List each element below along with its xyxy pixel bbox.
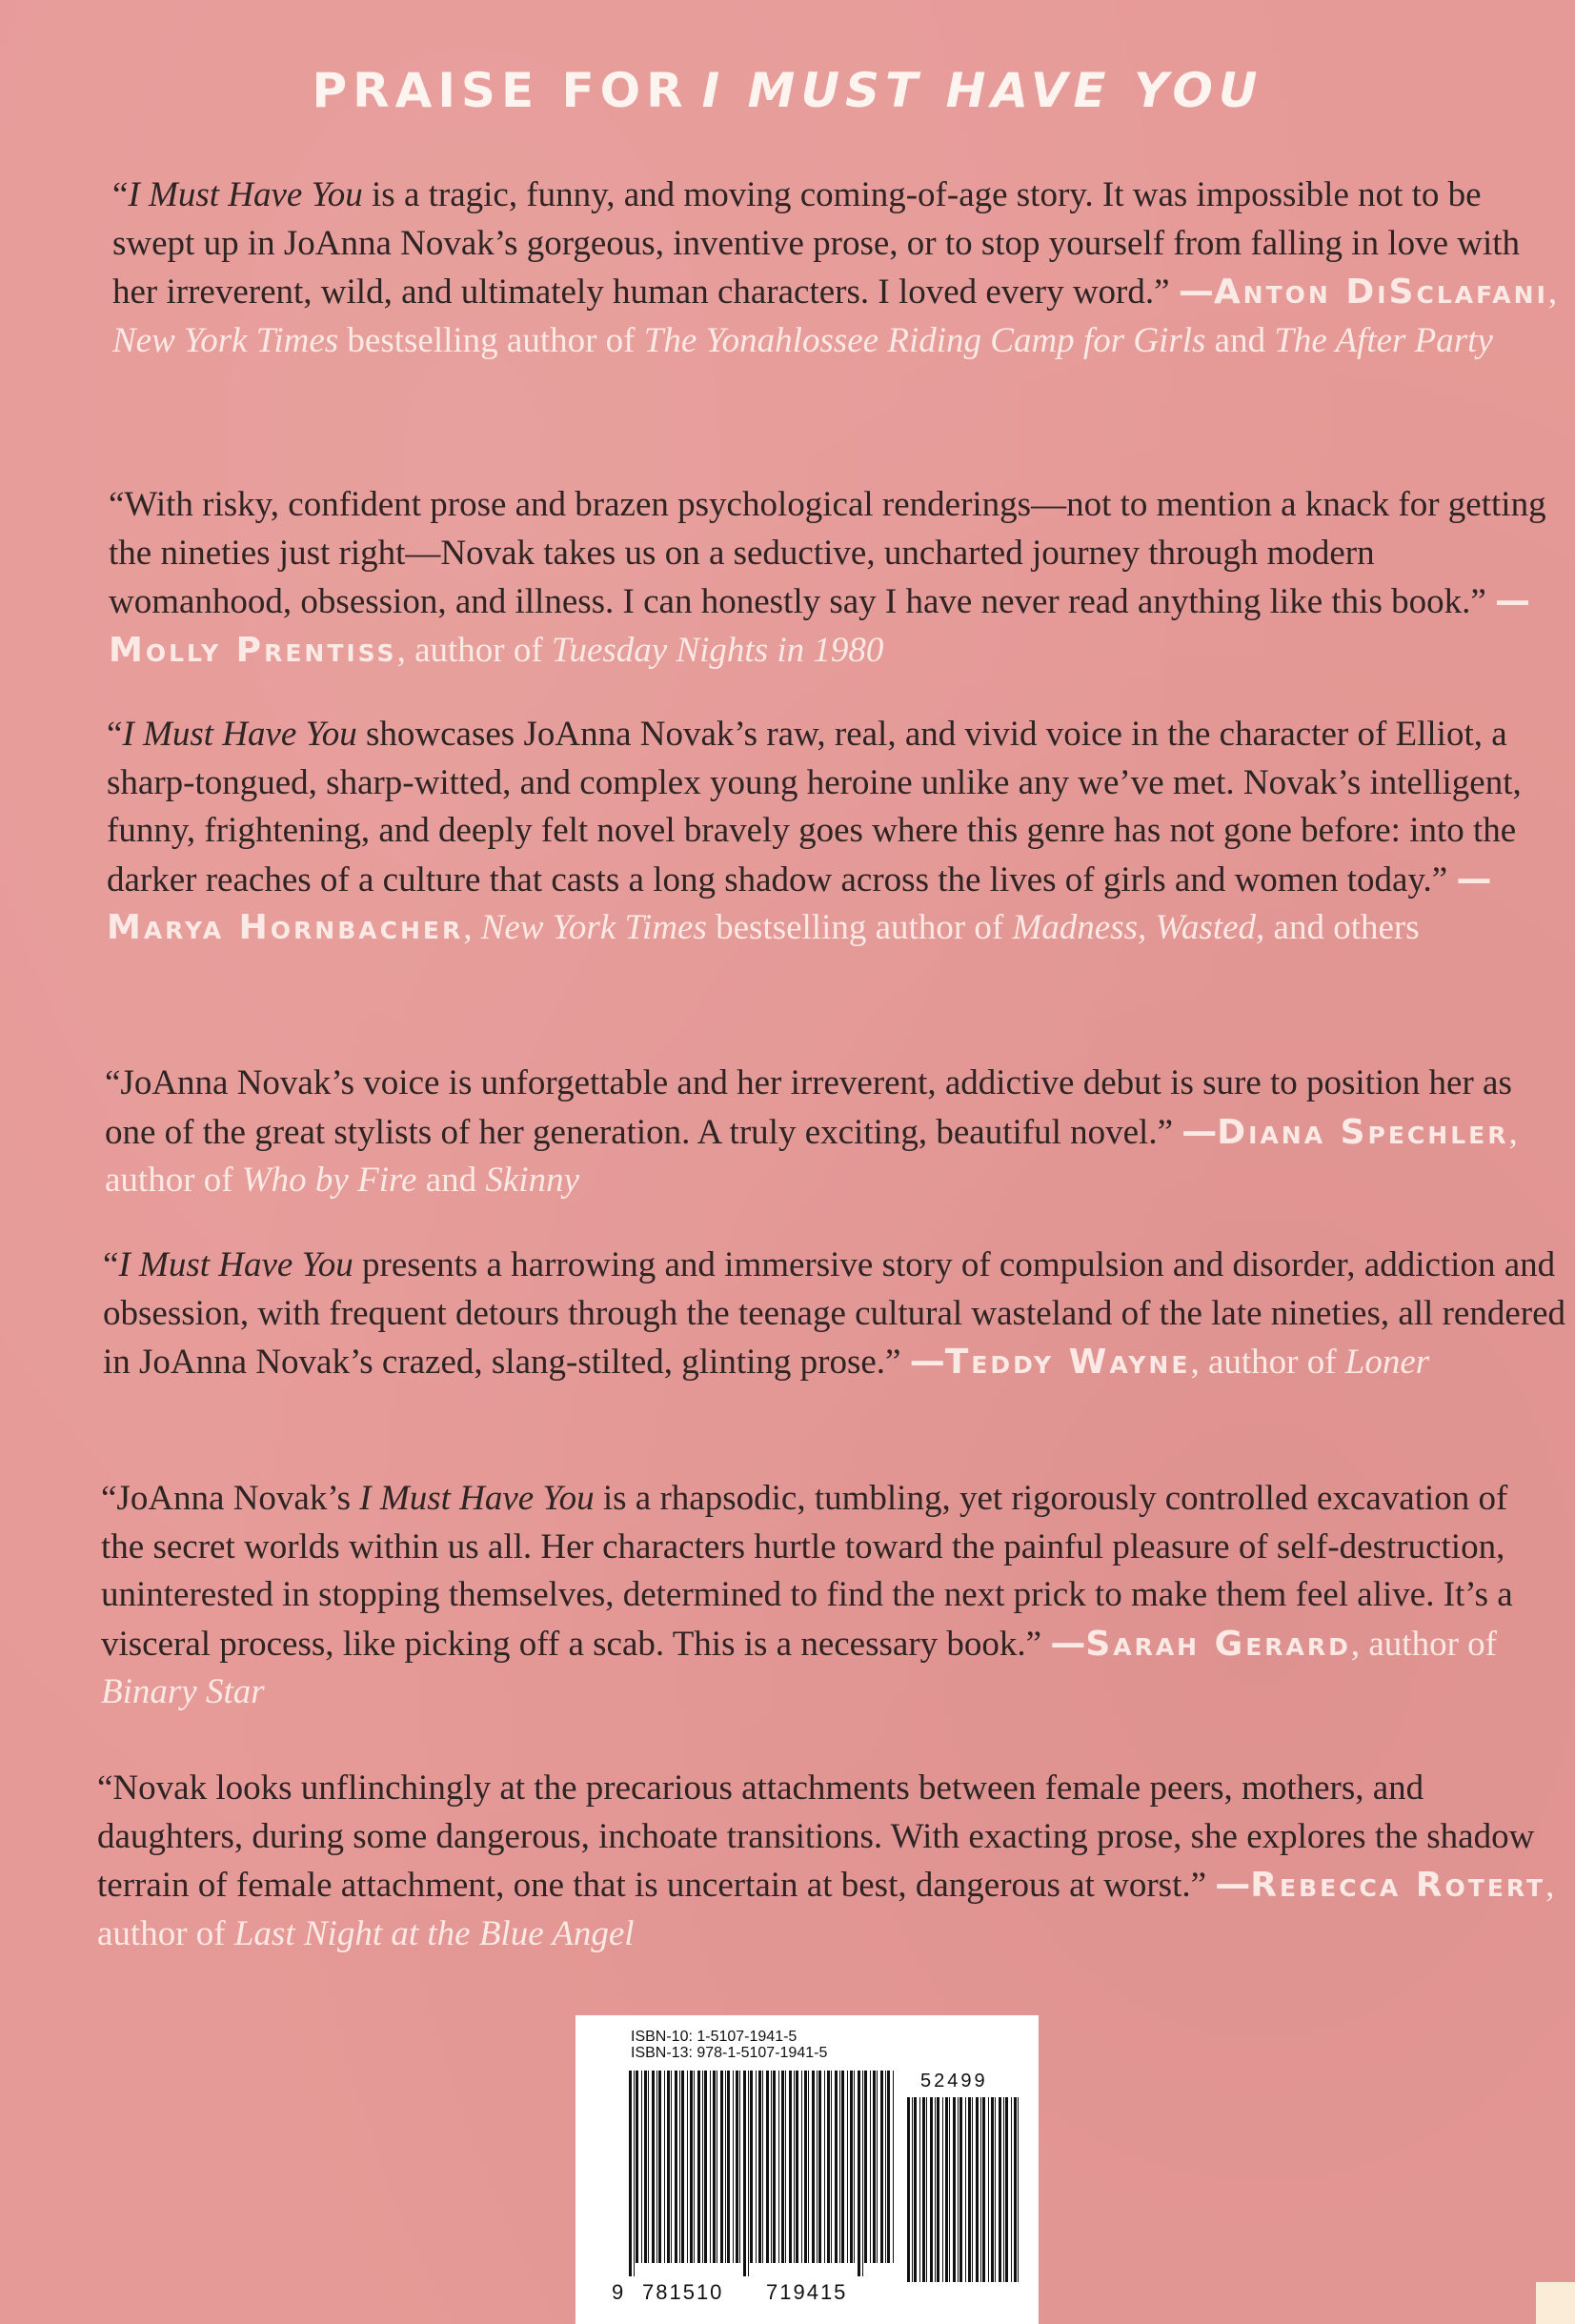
reviewer-role-rest: bestselling author of xyxy=(338,320,644,360)
barcode-bar xyxy=(679,2071,680,2263)
barcode-bar xyxy=(644,2071,647,2263)
quote-open: “ xyxy=(103,1245,119,1284)
page-corner xyxy=(1536,2282,1575,2324)
quote-text: presents a harrowing and immersive story of compulsion and disorder, addiction and obsession, with frequent detours through the teenage cultural wasteland of the late nineties, all rendered in JoAnna Novak’s crazed, slang-stilted, glinting prose.” xyxy=(103,1245,1565,1382)
barcode-bar xyxy=(877,2071,878,2263)
praise-heading xyxy=(0,63,1575,118)
reviewer-work: Madness, Wasted, xyxy=(1012,908,1265,947)
barcode-bar xyxy=(681,2071,684,2263)
barcode-bar xyxy=(839,2071,840,2263)
barcode-bar xyxy=(704,2071,707,2263)
barcode-bar xyxy=(968,2097,971,2282)
barcode-bar xyxy=(841,2071,844,2263)
barcode-bar xyxy=(1018,2097,1019,2282)
praise-blurb xyxy=(109,481,1557,675)
barcode-bar xyxy=(1011,2097,1012,2282)
barcode-bar xyxy=(893,2071,894,2263)
barcode-bar xyxy=(652,2071,655,2263)
reviewer-and: and xyxy=(1205,320,1275,360)
attribution-dash: — xyxy=(1215,1864,1251,1905)
reviewer-work-2: Skinny xyxy=(485,1161,579,1200)
barcode-bar xyxy=(648,2071,649,2263)
barcode-bar xyxy=(710,2071,711,2263)
barcode-bar xyxy=(667,2071,670,2263)
praise-blurb xyxy=(105,1060,1553,1205)
barcode-bar xyxy=(818,2071,821,2263)
barcode-bar xyxy=(850,2071,853,2263)
reviewer-name: Anton DiSclafani xyxy=(1213,273,1548,312)
attribution-dash: — xyxy=(1181,1110,1218,1152)
barcode-bar xyxy=(713,2071,716,2263)
barcode-bar xyxy=(991,2097,994,2282)
heading-book-title: I MUST HAVE YOU xyxy=(701,63,1263,118)
isbn-barcode xyxy=(575,2015,1039,2324)
barcode-bar xyxy=(690,2071,693,2263)
barcode-bar xyxy=(748,2071,749,2276)
reviewer-role-rest: bestselling author of xyxy=(706,908,1013,947)
barcode-bar xyxy=(812,2071,815,2263)
barcode-bar xyxy=(675,2071,677,2263)
praise-blurb xyxy=(97,1765,1569,1958)
barcode-bar xyxy=(636,2071,638,2263)
quote-open: “JoAnna Novak’s xyxy=(101,1479,360,1518)
barcode-digits-group-1: 781510 xyxy=(642,2280,724,2304)
quote-text: “With risky, confident prose and brazen psychological renderings—not to mention a knack for getting the nineties just right—Novak takes us on a seductive, uncharted journey through modern womanhood, obsession, and illness. I can honestly say I have never read anything like this book.” xyxy=(109,485,1546,621)
reviewer-name: Molly Prentiss xyxy=(109,630,397,670)
barcode-bar xyxy=(862,2071,863,2276)
quote-text: is a rhapsodic, tumbling, yet rigorously controlled excavation of the secret worlds within us all. Her characters hurtle toward the painful pleasure of self-destruction, uninterested in stopping themselves, determined to find the next prick to make them feel alive. It’s a visceral process, like picking off a scab. This is a necessary book.” xyxy=(101,1479,1513,1664)
quote-text: “Novak looks unflinchingly at the precarious attachments between female peers, mothers, and daughters, during some dangerous, inchoate transitions. With exacting prose, she explores the shadow terrain of female attachment, one that is uncertain at best, dangerous at worst.” xyxy=(97,1768,1535,1905)
price-barcode-bars xyxy=(907,2097,1023,2295)
reviewer-work: Tuesday Nights in 1980 xyxy=(551,630,884,670)
barcode-bar xyxy=(965,2097,966,2282)
attribution xyxy=(910,1343,1430,1382)
quote-book-title: I Must Have You xyxy=(128,175,363,214)
reviewer-and: and others xyxy=(1264,908,1420,947)
barcode-bar xyxy=(835,2071,838,2263)
barcode-bar xyxy=(907,2097,910,2282)
barcode-bar xyxy=(656,2071,657,2263)
barcode-bar xyxy=(766,2071,769,2263)
barcode-bar xyxy=(762,2071,763,2263)
barcode-bar xyxy=(664,2071,665,2263)
reviewer-role-italic: New York Times xyxy=(112,320,339,360)
reviewer-role: , xyxy=(1547,273,1558,312)
barcode-bar xyxy=(658,2071,661,2263)
praise-blurb xyxy=(112,172,1570,365)
reviewer-role: , author of xyxy=(1190,1343,1345,1382)
barcode-bar xyxy=(880,2071,883,2263)
reviewer-work: Binary Star xyxy=(101,1672,265,1711)
barcode-bar xyxy=(702,2071,703,2263)
isbn-13: ISBN-13: 978-1-5107-1941-5 xyxy=(631,2045,828,2061)
barcode-bar xyxy=(634,2071,635,2276)
barcode-bar xyxy=(758,2071,761,2263)
barcode-digits-group-2: 719415 xyxy=(766,2280,848,2304)
barcode-bar xyxy=(958,2097,959,2282)
barcode-bar xyxy=(935,2097,936,2282)
isbn-10: ISBN-10: 1-5107-1941-5 xyxy=(631,2029,798,2045)
reviewer-role: , author of xyxy=(97,1866,1555,1953)
barcode-bar xyxy=(858,2071,860,2276)
reviewer-name: Marya Hornbacher xyxy=(107,908,464,947)
barcode-bar xyxy=(937,2097,939,2282)
attribution-dash: — xyxy=(909,1341,945,1382)
quote-book-title: I Must Have You xyxy=(122,715,357,754)
barcode-bar xyxy=(671,2071,672,2263)
barcode-bar xyxy=(912,2097,913,2282)
quote-text: is a tragic, funny, and moving coming-of-age story. It was impossible not to be swept up in JoAnna Novak’s gorgeous, inventive prose, or to stop yourself from falling in love with her irreverent, wild, and ultimately human characters. I loved every word.” xyxy=(112,175,1521,312)
attribution-dash: — xyxy=(1495,580,1531,621)
barcode-bar xyxy=(824,2071,825,2263)
quote-book-title: I Must Have You xyxy=(359,1479,595,1518)
barcode-bar xyxy=(697,2071,700,2263)
barcode-bar xyxy=(945,2097,948,2282)
quote-open: “ xyxy=(112,175,129,214)
quote-book-title: I Must Have You xyxy=(118,1245,353,1284)
heading-prefix: PRAISE FOR xyxy=(312,63,689,118)
quote-text: showcases JoAnna Novak’s raw, real, and vivid voice in the character of Elliot, a sharp-tongued, sharp-witted, and complex young heroine unlike any we’ve met. Novak’s intelligent, funny, frightening, and deeply felt novel bravely goes where this genre has not gone before: into the darker reaches of a culture that casts a long shadow across the lives of girls and women today.” xyxy=(107,715,1522,899)
barcode-bar xyxy=(1005,2097,1008,2282)
reviewer-work: Who by Fire xyxy=(241,1161,417,1200)
barcode-bar xyxy=(781,2071,784,2263)
reviewer-and: and xyxy=(416,1161,486,1200)
praise-blurb xyxy=(107,711,1569,953)
attribution-dash: — xyxy=(1050,1622,1086,1664)
reviewer-role: , xyxy=(463,908,481,947)
barcode-bar xyxy=(922,2097,925,2282)
barcode-bar xyxy=(785,2071,786,2263)
attribution-dash: — xyxy=(1178,271,1214,312)
quote-text: “JoAnna Novak’s voice is unforgettable and her irreverent, addictive debut is sure to position her as one of the great stylists of her generation. A truly exciting, beautiful novel.” xyxy=(105,1063,1512,1152)
barcode-bar xyxy=(988,2097,989,2282)
barcode-bar xyxy=(1003,2097,1004,2282)
praise-blurb xyxy=(101,1475,1549,1717)
barcode-bar xyxy=(854,2071,855,2263)
praise-blurb xyxy=(103,1242,1565,1387)
reviewer-name: Rebecca Rotert xyxy=(1250,1866,1546,1905)
barcode-bar xyxy=(804,2071,807,2263)
barcode-bar xyxy=(743,2071,746,2276)
barcode-bar xyxy=(817,2071,818,2263)
barcode-bar xyxy=(694,2071,695,2263)
barcode-bar xyxy=(959,2097,962,2282)
quote-open: “ xyxy=(107,715,123,754)
barcode-bar xyxy=(982,2097,985,2282)
barcode-bar xyxy=(873,2071,876,2263)
reviewer-name: Teddy Wayne xyxy=(944,1343,1191,1382)
barcode-bar xyxy=(887,2071,890,2263)
barcode-bar xyxy=(773,2071,776,2263)
barcode-bar xyxy=(733,2071,734,2263)
barcode-bar xyxy=(796,2071,798,2263)
barcode-bar xyxy=(739,2071,740,2263)
reviewer-role-italic: New York Times xyxy=(480,908,707,947)
barcode-bar xyxy=(976,2097,979,2282)
barcode-bar xyxy=(808,2071,809,2263)
barcode-bar xyxy=(847,2071,848,2263)
barcode-bar xyxy=(999,2097,1001,2282)
barcode-bar xyxy=(919,2097,920,2282)
barcode-bar xyxy=(756,2071,757,2263)
barcode-bar xyxy=(801,2071,802,2263)
barcode-bar xyxy=(827,2071,830,2263)
barcode-bar xyxy=(930,2097,933,2282)
price-code: 52499 xyxy=(920,2071,988,2092)
reviewer-work: Loner xyxy=(1344,1343,1430,1382)
barcode-bar xyxy=(870,2071,871,2263)
reviewer-role: , author of xyxy=(1350,1624,1497,1664)
barcode-bar xyxy=(750,2071,753,2263)
barcode-bar xyxy=(629,2071,632,2276)
barcode-bar xyxy=(953,2097,956,2282)
reviewer-name: Sarah Gerard xyxy=(1085,1624,1351,1664)
barcode-bar xyxy=(972,2097,973,2282)
barcode-bar xyxy=(641,2071,642,2263)
barcode-bar xyxy=(687,2071,688,2263)
barcode-bar xyxy=(926,2097,927,2282)
reviewer-role: , author of xyxy=(396,630,552,670)
barcode-bar xyxy=(914,2097,917,2282)
reviewer-work-2: The After Party xyxy=(1274,320,1493,360)
barcode-bar xyxy=(727,2071,730,2263)
barcode-bar xyxy=(942,2097,943,2282)
barcode-bar xyxy=(1014,2097,1017,2282)
reviewer-role: , author of xyxy=(105,1112,1518,1200)
barcode-bar xyxy=(885,2071,886,2263)
barcode-bar xyxy=(771,2071,772,2263)
barcode-bar xyxy=(949,2097,950,2282)
ean-barcode-bars xyxy=(629,2071,898,2276)
barcode-bar xyxy=(736,2071,738,2263)
barcode-bar xyxy=(831,2071,832,2263)
barcode-bar xyxy=(789,2071,792,2263)
reviewer-work: Last Night at the Blue Angel xyxy=(233,1913,635,1953)
barcode-bar xyxy=(720,2071,723,2263)
barcode-bar xyxy=(725,2071,726,2263)
attribution-dash: — xyxy=(1456,858,1492,899)
barcode-bar xyxy=(794,2071,795,2263)
barcode-digit-first: 9 xyxy=(612,2280,626,2304)
barcode-bar xyxy=(864,2071,867,2263)
barcode-bar xyxy=(995,2097,996,2282)
barcode-bar xyxy=(778,2071,779,2263)
barcode-bar xyxy=(980,2097,981,2282)
reviewer-name: Diana Spechler xyxy=(1217,1112,1509,1152)
reviewer-work: The Yonahlossee Riding Camp for Girls xyxy=(643,320,1206,360)
